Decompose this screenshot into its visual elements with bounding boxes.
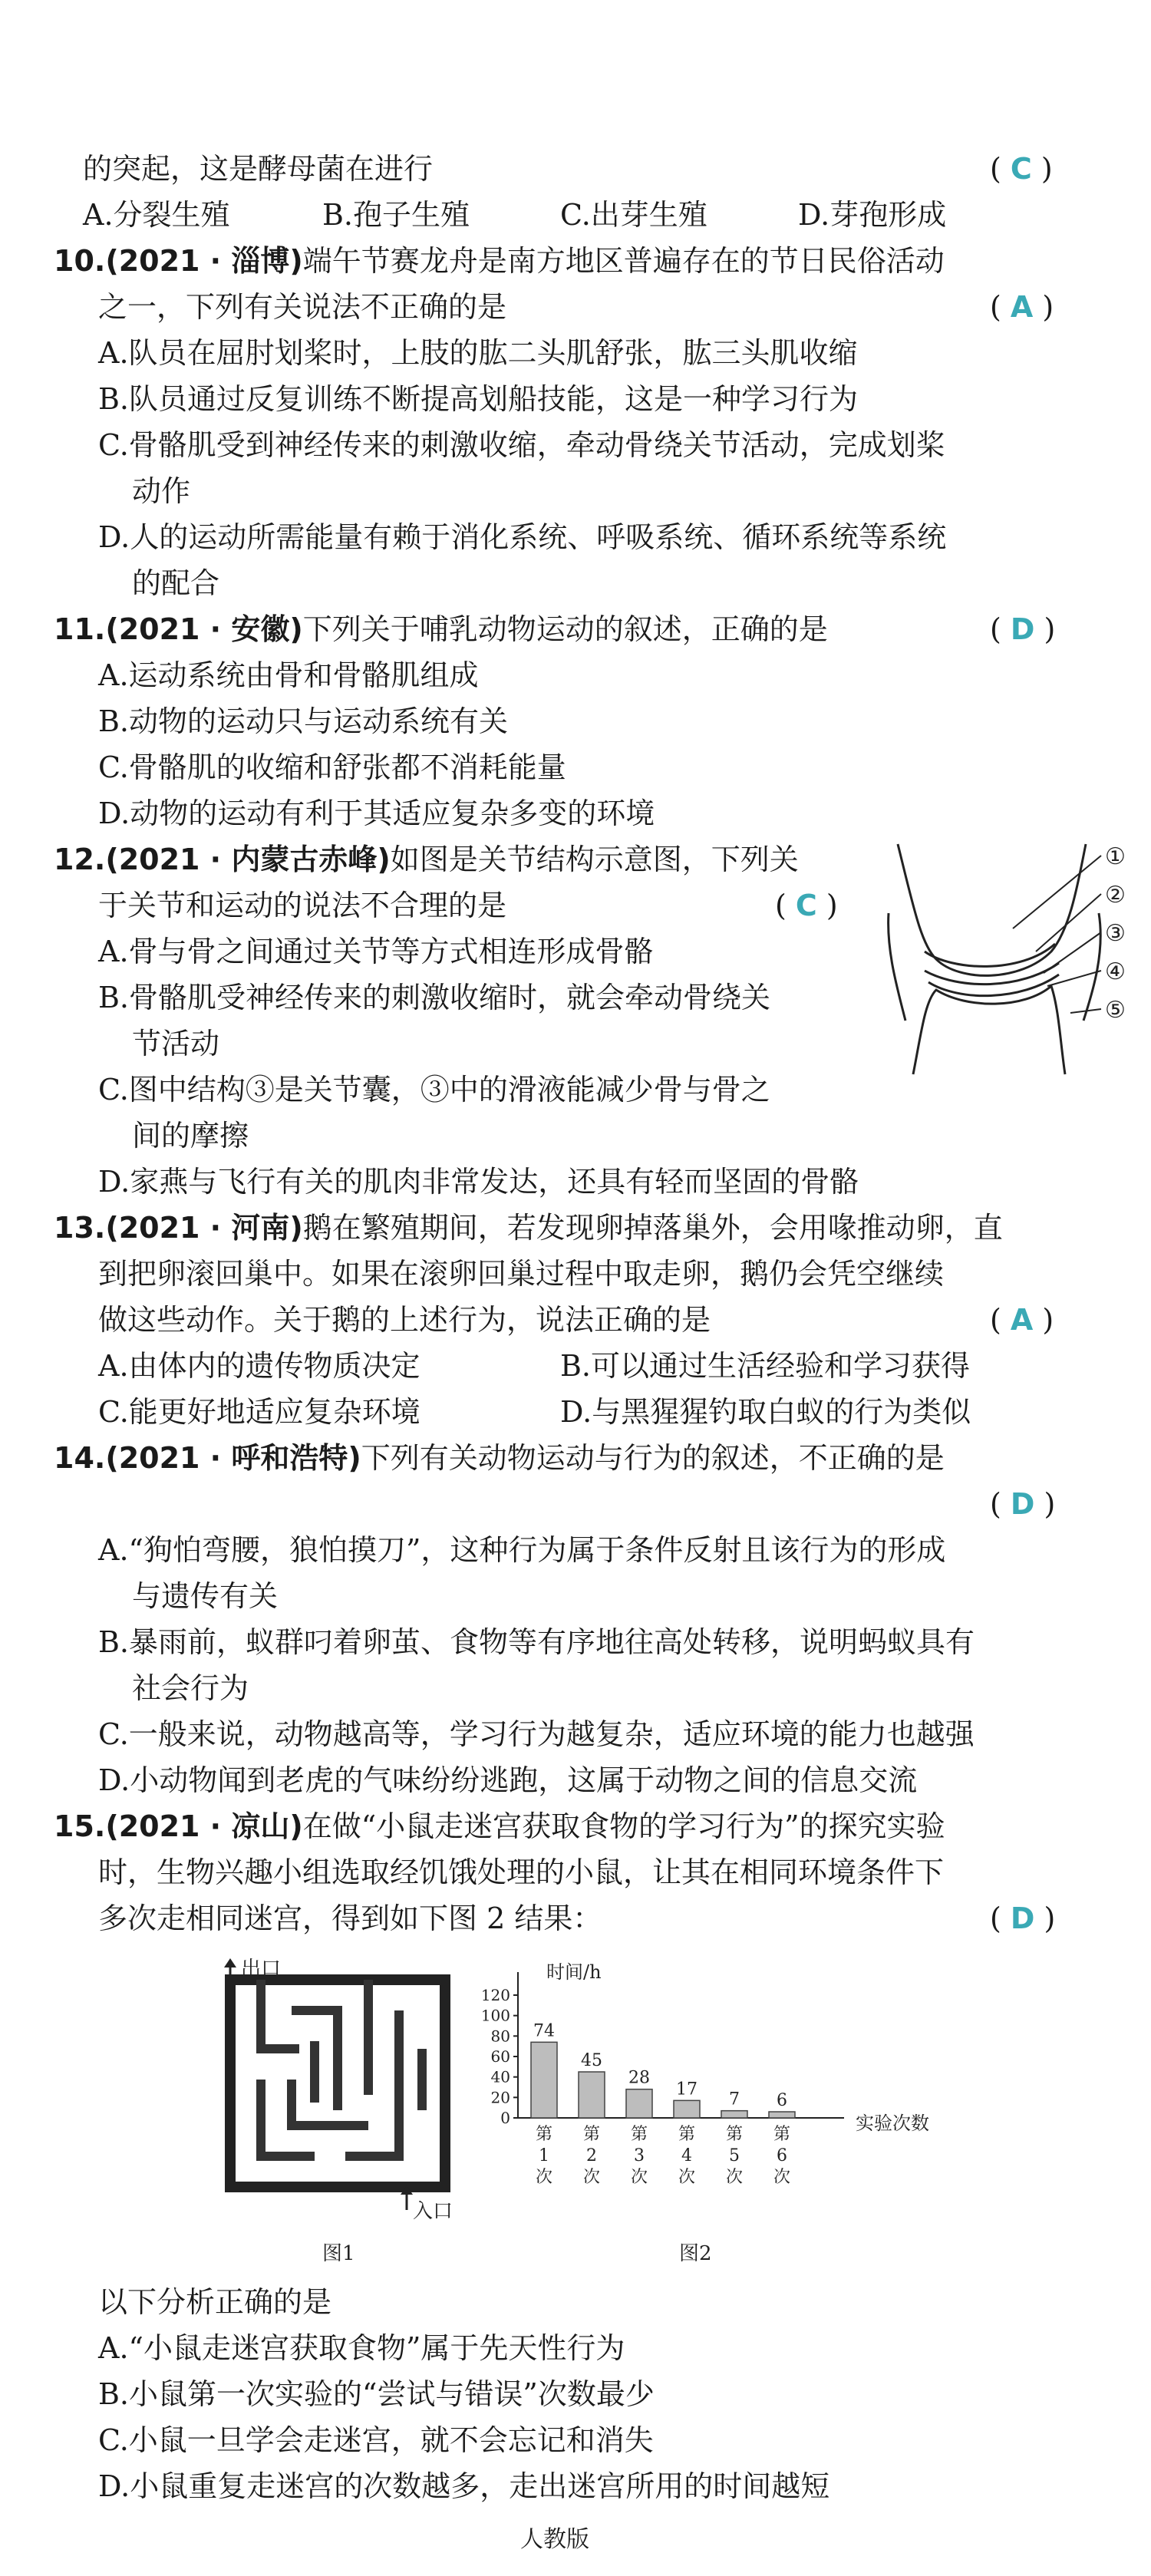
q14-option-a: A.“狗怕弯腰，狼怕摸刀”，这种行为属于条件反射且该行为的形成 — [98, 1533, 946, 1567]
q10-option-d: D.人的运动所需能量有赖于消化系统、呼吸系统、循环系统等系统 — [98, 520, 947, 554]
learning-time-chart — [460, 1957, 951, 2271]
q14-number: 14. — [54, 1441, 106, 1475]
chart-category-label: 第 — [630, 2125, 648, 2144]
chart-category-label: 3 — [634, 2146, 645, 2165]
q15-stem-2: 时，生物兴趣小组选取经饥饿处理的小鼠，让其在相同环境条件下 — [98, 1855, 945, 1889]
chart-category-label: 次 — [678, 2168, 696, 2187]
figure-2-caption: 图2 — [679, 2242, 712, 2265]
chart-category-label: 次 — [630, 2168, 648, 2187]
q13-option-d: D.与黑猩猩钓取白蚁的行为类似 — [560, 1395, 971, 1429]
chart-category-label: 第 — [535, 2125, 553, 2144]
articular-cartilage-lower — [928, 975, 1059, 996]
chart-y-tick-label: 120 — [480, 1986, 510, 2004]
q9-option-a: A.分裂生殖 — [83, 198, 230, 232]
q10-option-d-cont: 的配合 — [132, 566, 220, 600]
q12-source: (2021 · 内蒙古赤峰) — [105, 843, 391, 876]
q13-stem: 13.(2021 · 河南)鹅在繁殖期间，若发现卵掉落巢外，会用喙推动卵，直 — [54, 1211, 1003, 1245]
q11-source: (2021 · 安徽) — [105, 612, 303, 646]
q12-option-c-cont: 间的摩擦 — [132, 1119, 249, 1153]
q14-stem: 14.(2021 · 呼和浩特)下列有关动物运动与行为的叙述，不正确的是 — [54, 1441, 945, 1475]
q14-source: (2021 · 呼和浩特) — [105, 1441, 361, 1475]
q9-answer: ( C ) — [990, 152, 1053, 186]
chart-data-label: 6 — [777, 2091, 787, 2110]
q14-answer: ( D ) — [990, 1487, 1056, 1521]
q12-stem: 12.(2021 · 内蒙古赤峰)如图是关节结构示意图，下列关 — [54, 843, 799, 876]
chart-data-label: 7 — [729, 2089, 740, 2109]
q11-answer: ( D ) — [990, 612, 1056, 646]
maze-entry-label: 入口 — [413, 2200, 453, 2223]
q10-option-b: B.队员通过反复训练不断提高划船技能，这是一种学习行为 — [98, 382, 859, 416]
q11-option-c: C.骨骼肌的收缩和舒张都不消耗能量 — [98, 750, 566, 784]
q13-option-c: C.能更好地适应复杂环境 — [98, 1395, 420, 1429]
chart-x-label: 实验次数 — [856, 2113, 929, 2134]
chart-bar — [531, 2042, 557, 2118]
chart-y-tick-label: 80 — [490, 2027, 510, 2046]
chart-category-label: 第 — [773, 2125, 791, 2144]
q14-option-b: B.暴雨前，蚁群叼着卵茧、食物等有序地往高处转移，说明蚂蚁具有 — [98, 1625, 975, 1659]
chart-bar — [674, 2100, 700, 2118]
q10-stem-2: 之一，下列有关说法不正确的是 — [98, 290, 507, 324]
label-3: ③ — [1105, 920, 1126, 947]
chart-y-tick-label: 100 — [480, 2006, 510, 2025]
chart-y-tick-label: 0 — [500, 2109, 510, 2127]
chart-data-label: 74 — [533, 2021, 555, 2041]
q15-sub-stem: 以下分析正确的是 — [98, 2285, 332, 2319]
q13-answer: ( A ) — [990, 1303, 1054, 1337]
upper-bone-outline — [898, 844, 1086, 975]
q9-option-c: C.出芽生殖 — [560, 198, 707, 232]
chart-y-label: 时间/h — [546, 1961, 602, 1983]
label-1: ① — [1105, 843, 1126, 870]
chart-category-label: 4 — [681, 2146, 692, 2165]
chart-category-label: 第 — [582, 2125, 601, 2144]
label-4: ④ — [1105, 958, 1126, 985]
q13-number: 13. — [54, 1211, 106, 1245]
q15-option-c: C.小鼠一旦学会走迷宫，就不会忘记和消失 — [98, 2423, 654, 2457]
chart-bar — [721, 2111, 747, 2118]
q15-option-d: D.小鼠重复走迷宫的次数越多，走出迷宫所用的时间越短 — [98, 2469, 830, 2503]
chart-data-label: 17 — [676, 2080, 698, 2099]
q15-option-a: A.“小鼠走迷宫获取食物”属于先天性行为 — [98, 2331, 625, 2365]
q11-number: 11. — [54, 612, 106, 646]
chart-category-label: 2 — [586, 2146, 597, 2165]
q11-stem: 11.(2021 · 安徽)下列关于哺乳动物运动的叙述，正确的是 — [54, 612, 828, 646]
q10-answer: ( A ) — [990, 290, 1054, 324]
q15-stem-3: 多次走相同迷宫，得到如下图 2 结果： — [98, 1901, 602, 1935]
q12-option-c: C.图中结构③是关节囊，③中的滑液能减少骨与骨之 — [98, 1073, 770, 1107]
exit-arrow-head — [224, 1958, 236, 1967]
q12-option-a: A.骨与骨之间通过关节等方式相连形成骨骼 — [98, 935, 654, 968]
q11-option-a: A.运动系统由骨和骨骼肌组成 — [98, 658, 479, 692]
chart-y-tick-label: 40 — [490, 2067, 510, 2086]
chart-category-label: 1 — [539, 2146, 549, 2165]
chart-bar — [579, 2072, 605, 2118]
chart-category-label: 次 — [535, 2168, 553, 2187]
chart-category-label: 次 — [725, 2168, 744, 2187]
chart-category-label: 第 — [725, 2125, 744, 2144]
q14-option-c: C.一般来说，动物越高等，学习行为越复杂，适应环境的能力也越强 — [98, 1717, 975, 1751]
chart-category-label: 次 — [773, 2168, 791, 2187]
joint-diagram — [882, 836, 1136, 1082]
q15-stem: 15.(2021 · 凉山)在做“小鼠走迷宫获取食物的学习行为”的探究实验 — [54, 1809, 945, 1843]
q13-stem-2: 到把卵滚回巢中。如果在滚卵回巢过程中取走卵，鹅仍会凭空继续 — [98, 1257, 945, 1291]
chart-category-label: 5 — [729, 2146, 740, 2165]
chart-bar — [769, 2112, 795, 2118]
chart-y-tick-label: 20 — [490, 2088, 510, 2107]
label-2: ② — [1105, 882, 1126, 909]
q10-option-a: A.队员在屈肘划桨时，上肢的肱二头肌舒张，肱三头肌收缩 — [98, 336, 858, 370]
q9-stem-cont: 的突起，这是酵母菌在进行 — [83, 152, 434, 186]
chart-data-label: 28 — [628, 2068, 650, 2088]
chart-category-label: 第 — [678, 2125, 696, 2144]
figure-1-caption: 图1 — [322, 2242, 355, 2264]
q9-option-b: B.孢子生殖 — [322, 198, 470, 232]
q14-option-a-cont: 与遗传有关 — [132, 1579, 279, 1613]
q13-option-b: B.可以通过生活经验和学习获得 — [560, 1349, 971, 1383]
q11-option-d: D.动物的运动有利于其适应复杂多变的环境 — [98, 797, 655, 830]
q10-number: 10. — [54, 244, 106, 278]
chart-data-label: 45 — [581, 2051, 602, 2070]
chart-category-label: 6 — [777, 2146, 787, 2165]
label-5: ⑤ — [1105, 997, 1126, 1024]
q12-option-b-cont: 节活动 — [132, 1027, 220, 1060]
q11-option-b: B.动物的运动只与运动系统有关 — [98, 704, 509, 738]
footer-edition: 人教版 — [520, 2526, 589, 2553]
q13-stem-3: 做这些动作。关于鹅的上述行为，说法正确的是 — [98, 1303, 711, 1337]
q15-answer: ( D ) — [990, 1901, 1056, 1935]
q13-source: (2021 · 河南) — [105, 1211, 303, 1245]
q10-stem: 10.(2021 · 淄博)端午节赛龙舟是南方地区普遍存在的节日民俗活动 — [54, 244, 945, 278]
maze-figure — [215, 1957, 453, 2264]
chart-bar — [626, 2089, 652, 2118]
q12-stem-2: 于关节和运动的说法不合理的是 — [98, 889, 507, 922]
q14-option-b-cont: 社会行为 — [132, 1671, 249, 1705]
q15-number: 15. — [54, 1809, 106, 1843]
chart-category-label: 次 — [582, 2168, 601, 2187]
q15-source: (2021 · 凉山) — [105, 1809, 303, 1843]
q14-option-d: D.小动物闻到老虎的气味纷纷逃跑，这属于动物之间的信息交流 — [98, 1763, 918, 1797]
q9-option-d: D.芽孢形成 — [798, 198, 947, 232]
q10-option-c-cont: 动作 — [132, 474, 191, 508]
q13-option-a: A.由体内的遗传物质决定 — [98, 1349, 420, 1383]
chart-y-tick-label: 60 — [490, 2047, 510, 2066]
q10-option-c: C.骨骼肌受到神经传来的刺激收缩，牵动骨绕关节活动，完成划桨 — [98, 428, 945, 462]
q10-source: (2021 · 淄博) — [105, 244, 303, 278]
q12-answer: ( C ) — [775, 889, 838, 922]
q12-option-b: B.骨骼肌受神经传来的刺激收缩时，就会牵动骨绕关 — [98, 981, 771, 1014]
q12-option-d: D.家燕与飞行有关的肌肉非常发达，还具有轻而坚固的骨骼 — [98, 1165, 859, 1199]
lower-bone-outline — [913, 986, 1065, 1074]
q15-option-b: B.小鼠第一次实验的“尝试与错误”次数最少 — [98, 2377, 655, 2411]
maze-exit-label: 出口 — [241, 1958, 282, 1981]
q12-number: 12. — [54, 843, 106, 876]
